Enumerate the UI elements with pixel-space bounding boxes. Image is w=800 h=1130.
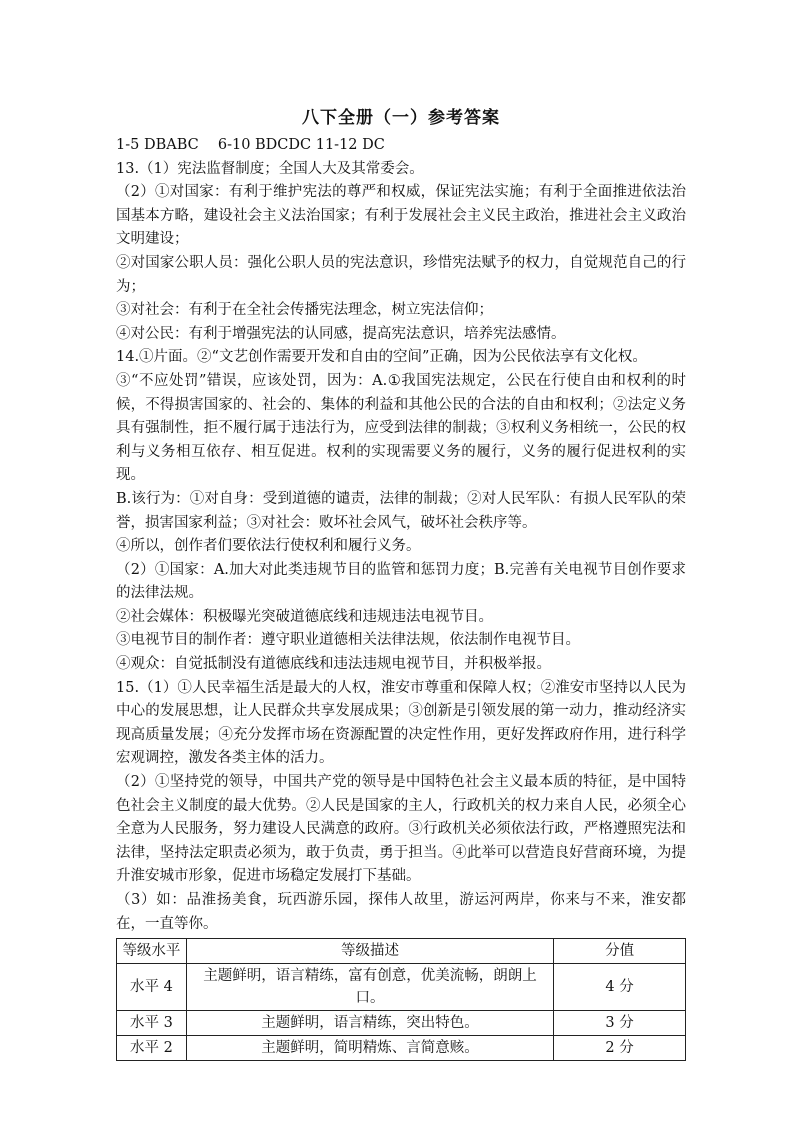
table-row — [117, 1036, 686, 1061]
table-header-level: 等级水平 — [117, 939, 187, 964]
table-header-description: 等级描述 — [186, 939, 553, 964]
answer-line-q14-1: 14.①片面。②“文艺创作需要开发和自由的空间”正确，因为公民依法享有文化权。 — [116, 349, 647, 366]
answer-line-q13-2: （2）①对国家：有利于维护宪法的尊严和权威，保证宪法实施；有利于全面推进依法治国基本方略，建设社会主义法治国家；有利于发展社会主义民主政治，推进社会主义政治文明建设； — [116, 184, 686, 248]
grading-table — [116, 938, 686, 1061]
answer-line-q13-2d: ④对公民：有利于增强宪法的认同感，提高宪法意识，培养宪法感情。 — [116, 325, 566, 342]
table-row — [117, 964, 686, 1011]
document-title: 八下全册（一）参考答案 — [302, 108, 500, 128]
table-cell-description: 主题鲜明，语言精练，富有创意，优美流畅，朗朗上口。 — [186, 964, 553, 1011]
answer-line-q14-2d: ④观众：自觉抵制没有道德底线和违法违规电视节目，并积极举报。 — [116, 656, 551, 673]
table-cell-level: 水平 3 — [117, 1011, 187, 1036]
table-row — [117, 1011, 686, 1036]
table-cell-description: 主题鲜明，简明精炼、言简意赅。 — [186, 1036, 553, 1061]
answer-line-q15-3: （3）如：品淮扬美食，玩西游乐园，探伟人故里，游运河两岸，你来与不来，淮安都在，一直等你。 — [116, 892, 686, 932]
answer-line-q13-2b: ②对国家公职人员：强化公职人员的宪法意识，珍惜宪法赋予的权力，自觉规范自己的行为； — [116, 254, 686, 295]
answer-line-q15-1: 15.（1）①人民幸福生活是最大的人权，淮安市尊重和保障人权；②淮安市坚持以人民为中心的发展思想，让人民群众共享发展成果；③创新是引领发展的第一动力，推动经济实现高质量发展；④充分发挥市场在资源配置的决定性作用，更好发挥政府作用，进行科学宏观调控，激发各类主体的活力。 — [116, 679, 686, 767]
table-cell-description: 主题鲜明，语言精练，突出特色。 — [186, 1011, 553, 1036]
table-header-row — [117, 939, 686, 964]
answer-line-q14-2: （2）①国家：A.加大对此类违规节目的监管和惩罚力度；B.完善有关电视节目创作要求的法律法规。 — [116, 561, 686, 602]
answer-line-q14-1d: ④所以，创作者们要依法行使权利和履行义务。 — [116, 538, 421, 555]
answer-line-q13-2c: ③对社会：有利于在全社会传播宪法理念，树立宪法信仰； — [116, 302, 493, 319]
table-cell-score: 4 分 — [554, 964, 686, 1011]
answer-document — [116, 104, 686, 1061]
table-cell-score: 2 分 — [554, 1036, 686, 1061]
answer-line-q14-1b: ③“不应处罚”错误，应该处罚，因为：A.①我国宪法规定，公民在行使自由和权利的时候，不得损害国家的、社会的、集体的利益和其他公民的合法的自由和权利；②法定义务具有强制性，拒不履行属于违法行为，应受到法律的制裁；③权利义务相统一，公民的权利与义务相互依存、相互促进。权利的实现需要义务的履行，义务的履行促进权利的实现。 — [116, 372, 686, 484]
multiple-choice-answers: 1-5 DBABC 6-10 BDCDC 11-12 DC — [116, 137, 385, 153]
answer-line-q14-1c: B.该行为：①对自身：受到道德的谴责，法律的制裁；②对人民军队：有损人民军队的荣誉，损害国家利益；③对社会：败坏社会风气，破坏社会秩序等。 — [116, 490, 686, 531]
table-cell-score: 3 分 — [554, 1011, 686, 1036]
table-cell-level: 水平 4 — [117, 964, 187, 1011]
answer-line-q15-2: （2）①坚持党的领导，中国共产党的领导是中国特色社会主义最本质的特征，是中国特色社会主义制度的最大优势。②人民是国家的主人，行政机关的权力来自人民，必须全心全意为人民服务，努力建设人民满意的政府。③行政机关必须依法行政，严格遵照宪法和法律，坚持法定职责必须为，敢于负责，勇于担当。④此举可以营造良好营商环境，为提升淮安城市形象，促进市场稳定发展打下基础。 — [116, 774, 686, 885]
answer-line-q14-2c: ③电视节目的制作者：遵守职业道德相关法律法规，依法制作电视节目。 — [116, 632, 580, 649]
table-header-score: 分值 — [554, 939, 686, 964]
answer-line-q13-1: 13.（1）宪法监督制度；全国人大及其常委会。 — [116, 160, 424, 177]
answer-line-q14-2b: ②社会媒体：积极曝光突破道德底线和违规违法电视节目。 — [116, 608, 493, 625]
table-cell-level: 水平 2 — [117, 1036, 187, 1061]
